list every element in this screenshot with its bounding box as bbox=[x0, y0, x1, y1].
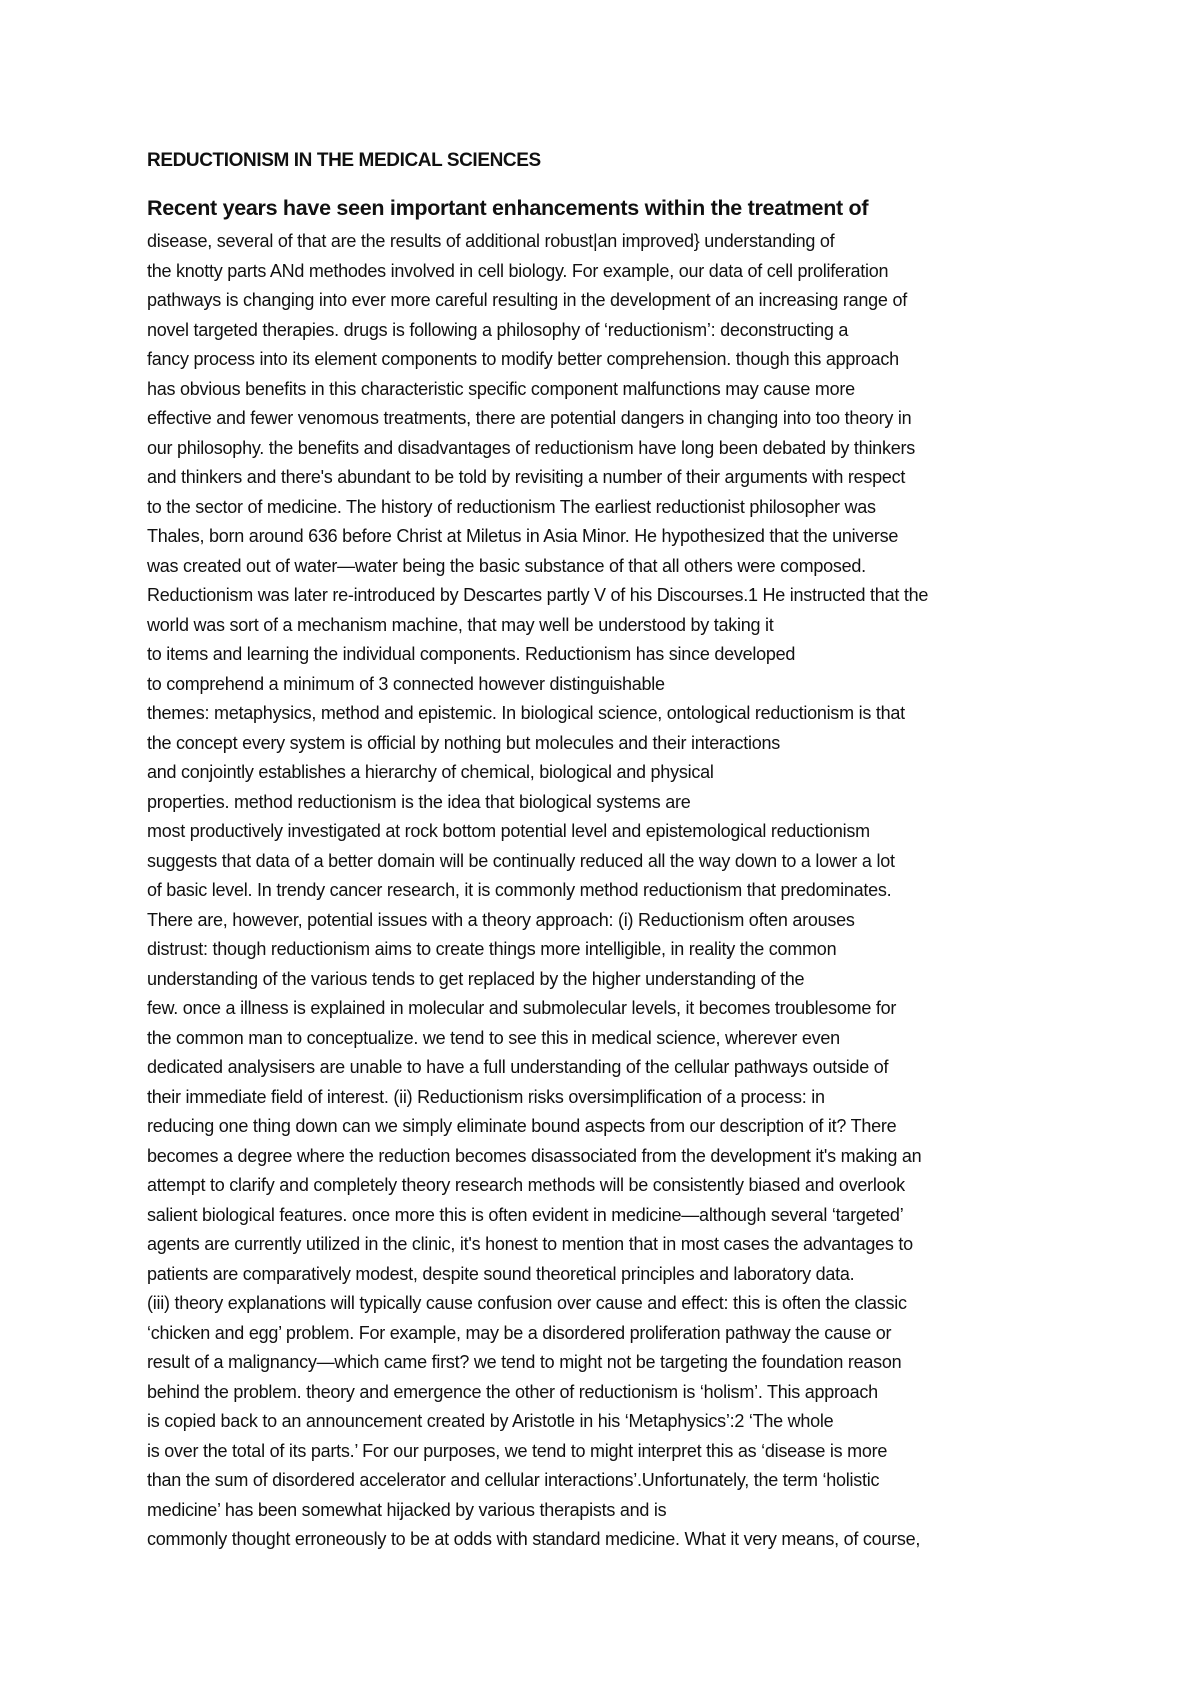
body-text-line: their immediate field of interest. (ii) Reductionism risks oversimplification of a process: in bbox=[147, 1086, 825, 1107]
body-text-line: salient biological features. once more this is often evident in medicine—although several ‘targeted’ bbox=[147, 1204, 904, 1225]
document-title: REDUCTIONISM IN THE MEDICAL SCIENCES bbox=[147, 150, 541, 171]
body-text-line: to the sector of medicine. The history of reductionism The earliest reductionist philosopher was bbox=[147, 496, 876, 517]
body-text-line: medicine’ has been somewhat hijacked by various therapists and is bbox=[147, 1499, 667, 1520]
body-text-line: attempt to clarify and completely theory research methods will be consistently biased and overlook bbox=[147, 1175, 905, 1195]
body-text-line: novel targeted therapies. drugs is following a philosophy of ‘reductionism’: deconstructing a bbox=[147, 319, 849, 340]
body-text-line: few. once a illness is explained in molecular and submolecular levels, it becomes troublesome for bbox=[147, 998, 897, 1018]
body-text-line: was created out of water—water being the basic substance of that all others were composed. bbox=[147, 555, 866, 576]
body-text-line: reducing one thing down can we simply eliminate bound aspects from our description of it? There bbox=[147, 1116, 897, 1136]
body-text-line: becomes a degree where the reduction becomes disassociated from the development it's making an bbox=[147, 1145, 922, 1166]
document-lead-sentence: Recent years have seen important enhancements within the treatment of bbox=[147, 196, 869, 220]
body-text-line: the common man to conceptualize. we tend to see this in medical science, wherever even bbox=[147, 1027, 840, 1048]
body-text-line: agents are currently utilized in the clinic, it's honest to mention that in most cases the advantages to bbox=[147, 1234, 913, 1254]
body-text-line: the knotty parts ANd methodes involved in cell biology. For example, our data of cell proliferation bbox=[147, 260, 889, 281]
document-body bbox=[147, 227, 1087, 1555]
body-text-line: fancy process into its element components to modify better comprehension. though this approach bbox=[147, 349, 899, 369]
body-text-line: distrust: though reductionism aims to create things more intelligible, in reality the common bbox=[147, 939, 837, 959]
body-text-line: world was sort of a mechanism machine, that may well be understood by taking it bbox=[147, 614, 774, 635]
body-text-line: than the sum of disordered accelerator and cellular interactions’.Unfortunately, the term ‘holistic bbox=[147, 1470, 880, 1490]
body-text-line: to items and learning the individual components. Reductionism has since developed bbox=[147, 644, 796, 664]
body-text-line: behind the problem. theory and emergence the other of reductionism is ‘holism’. This approach bbox=[147, 1381, 878, 1402]
body-text-line: themes: metaphysics, method and epistemic. In biological science, ontological reductionism is that bbox=[147, 703, 905, 723]
body-text-line: disease, several of that are the results of additional robust|an improved} understanding of bbox=[147, 231, 835, 251]
body-text-line: and conjointly establishes a hierarchy of chemical, biological and physical bbox=[147, 762, 714, 782]
body-text-line: ‘chicken and egg’ problem. For example, may be a disordered proliferation pathway the cause or bbox=[147, 1322, 892, 1343]
body-text-line: our philosophy. the benefits and disadvantages of reductionism have long been debated by thinkers bbox=[147, 437, 915, 458]
body-text-line: suggests that data of a better domain will be continually reduced all the way down to a lower a lot bbox=[147, 850, 895, 871]
body-text-line: commonly thought erroneously to be at odds with standard medicine. What it very means, of course, bbox=[147, 1529, 921, 1549]
body-text-line: is over the total of its parts.’ For our purposes, we tend to might interpret this as ‘disease is more bbox=[147, 1440, 888, 1461]
body-text-line: pathways is changing into ever more careful resulting in the development of an increasing range of bbox=[147, 290, 907, 310]
body-text-line: is copied back to an announcement created by Aristotle in his ‘Metaphysics’:2 ‘The whole bbox=[147, 1411, 834, 1431]
body-text-line: (iii) theory explanations will typically cause confusion over cause and effect: this is often the classic bbox=[147, 1293, 907, 1313]
body-text-line: the concept every system is official by nothing but molecules and their interactions bbox=[147, 732, 781, 753]
body-text-line: and thinkers and there's abundant to be told by revisiting a number of their arguments with respect bbox=[147, 467, 906, 487]
body-text-line: dedicated analysisers are unable to have a full understanding of the cellular pathways outside of bbox=[147, 1057, 889, 1077]
body-text-line: of basic level. In trendy cancer research, it is commonly method reductionism that predominates. bbox=[147, 880, 892, 900]
body-text-line: Thales, born around 636 before Christ at Miletus in Asia Minor. He hypothesized that the universe bbox=[147, 526, 899, 546]
body-text-line: understanding of the various tends to get replaced by the higher understanding of the bbox=[147, 968, 805, 989]
body-text-line: properties. method reductionism is the idea that biological systems are bbox=[147, 791, 691, 812]
body-text-line: There are, however, potential issues with a theory approach: (i) Reductionism often arouses bbox=[147, 909, 855, 930]
body-text-line: result of a malignancy—which came first? we tend to might not be targeting the foundation reason bbox=[147, 1352, 902, 1372]
body-text-line: Reductionism was later re-introduced by Descartes partly V of his Discourses.1 He instructed that the bbox=[147, 585, 929, 605]
body-text-line: most productively investigated at rock bottom potential level and epistemological reductionism bbox=[147, 821, 870, 841]
body-text-line: patients are comparatively modest, despite sound theoretical principles and laboratory data. bbox=[147, 1263, 855, 1284]
body-text-line: has obvious benefits in this characteristic specific component malfunctions may cause more bbox=[147, 378, 855, 399]
body-text-line: to comprehend a minimum of 3 connected however distinguishable bbox=[147, 673, 665, 694]
body-text-line: effective and fewer venomous treatments, there are potential dangers in changing into too theory in bbox=[147, 408, 912, 428]
